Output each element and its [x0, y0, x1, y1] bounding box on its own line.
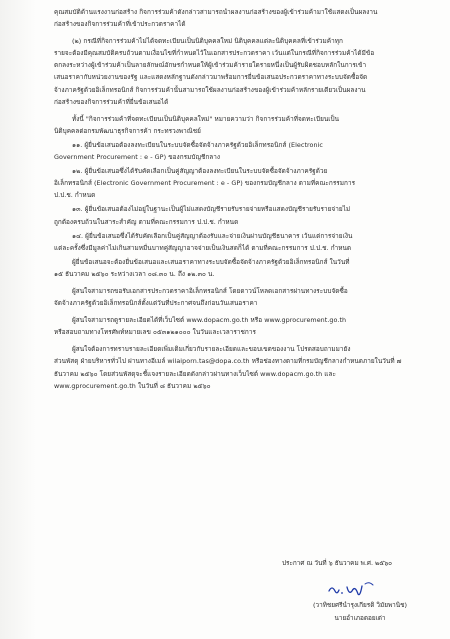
- signer-block: [300, 599, 420, 625]
- text-line: หรือสอบถามทางโทรศัพท์หมายเลข ๐๕๓๑๒๑๐๐๐ ในวันและเวลาราชการ: [54, 328, 256, 337]
- text-line: ๑๔. ผู้ยื่นข้อเสนอซึ่งได้รับคัดเลือกเป็นคู่สัญญาต้องรับและจ่ายเงินผ่านบัญชีธนาคาร เว้นแต่การจ่ายเงิน: [72, 231, 353, 240]
- paragraph: [54, 113, 430, 137]
- text-line: ๑๑. ผู้ยื่นข้อเสนอต้องลงทะเบียนในระบบจัดซื้อจัดจ้างภาครัฐด้วยอิเล็กทรอนิกส์ (Electronic: [72, 140, 323, 149]
- text-line: อิเล็กทรอนิกส์ (Electronic Government Procurement : e - GP) ของกรมบัญชีกลาง ตามที่คณะกรรมการ: [54, 179, 356, 188]
- text-line: ก่อสร้างของกิจการร่วมค้าที่ยื่นข้อเสนอได้: [54, 97, 169, 106]
- text-line: ส่วนพัสดุ ฝ่ายบริหารทั่วไป ผ่านทางอีเมล์ wilaiporn.tas@dopa.co.th หรือช่องทางตามที่กรมบัญชีกลางกำหนดภายในวันที่ ๗: [54, 357, 402, 366]
- paragraph: [54, 343, 430, 391]
- text-line: จัดจ้างภาครัฐด้วยอิเล็กทรอนิกส์ตั้งแต่วันที่ประกาศจนถึงก่อนวันเสนอราคา: [54, 299, 258, 308]
- text-line: ป.ป.ช. กำหนด: [54, 191, 96, 200]
- text-line: ก่อสร้างของกิจการร่วมค้าที่เข้าประกวดราคาได้: [54, 20, 186, 29]
- text-line: ธันวาคม ๒๕๖๐ โดยส่วนพัสดุจะชี้แจงรายละเอียดดังกล่าวผ่านทางเว็บไซต์ www.dopacm.go.th และ: [54, 369, 336, 378]
- text-line: ผู้สนใจสามารถขอรับเอกสารประกวดราคาอิเล็กทรอนิกส์ โดยดาวน์โหลดเอกสารผ่านทางระบบจัดซื้อ: [72, 286, 348, 295]
- text-line: ทั้งนี้ "กิจการร่วมค้าที่จดทะเบียนเป็นนิติบุคคลใหม่" หมายความว่า กิจการร่วมค้าที่จดทะเบียนเป็น: [72, 114, 340, 123]
- text-line: ถูกต้องครบถ้วนในสาระสำคัญ ตามที่คณะกรรมการ ป.ป.ช. กำหนด: [54, 217, 239, 226]
- paragraph: [54, 203, 430, 227]
- text-line: www.gprocurement.go.th ในวันที่ ๘ ธันวาคม ๒๕๖๐: [54, 381, 211, 390]
- text-line: รายจะต้องมีคุณสมบัติครบถ้วนตามเงื่อนไขที่กำหนดไว้ในเอกสารประกวดราคา เว้นแต่ในกรณีที่กิจการร่วมค้าได้มีข้อ: [54, 49, 375, 58]
- paragraph: [54, 35, 430, 108]
- paragraph: [54, 256, 430, 280]
- text-line: (๒) กรณีที่กิจการร่วมค้าไม่ได้จดทะเบียนเป็นนิติบุคคลใหม่ นิติบุคคลแต่ละนิติบุคคลที่เข้าร่วมค้าทุก: [72, 37, 343, 46]
- text-line: นิติบุคคลต่อกรมพัฒนาธุรกิจการค้า กระทรวงพาณิชย์: [54, 126, 201, 135]
- handwritten-signature: [325, 578, 385, 598]
- paragraph: [54, 285, 430, 309]
- signer-name: (วาทิชยศรีนำรุงเกียรติ วิมัยพานิช): [313, 601, 407, 609]
- text-line: จ้างภาครัฐด้วยอิเล็กทรอนิกส์ กิจการร่วมค้านั้นสามารถใช้ผลงานก่อสร้างของผู้เข้าร่วมค้าหลักรายเดียวเป็นผลงาน: [54, 85, 366, 94]
- signer-title: นายอำเภอดอยเต่า: [334, 614, 386, 622]
- announcement-date: ประกาศ ณ วันที่ ๖ ธันวาคม พ.ศ. ๒๕๖๐: [282, 559, 393, 567]
- paragraph: [54, 139, 430, 163]
- document-body: [54, 6, 430, 392]
- paragraph: [54, 165, 430, 201]
- text-line: ๑๓. ผู้ยื่นข้อเสนอต้องไม่อยู่ในฐานะเป็นผู้ไม่แสดงบัญชีรายรับรายจ่ายหรือแสดงบัญชีรายรับรายจ่ายไม่: [72, 205, 351, 214]
- text-line: ๑๕ ธันวาคม ๒๕๖๐ ระหว่างเวลา ๐๘.๓๐ น. ถึง ๑๒.๓๐ น.: [54, 269, 215, 278]
- paragraph: [54, 6, 430, 30]
- text-line: คุณสมบัติด้านแรงงานก่อสร้าง กิจการร่วมค้าดังกล่าวสามารถนำผลงานก่อสร้างของผู้เข้าร่วมค้ามาใช้แสดงเป็นผลงาน: [54, 8, 378, 16]
- text-line: ผู้สนใจต้องการทราบรายละเอียดเพิ่มเติมเกี่ยวกับรายละเอียดและขอบเขตของงาน โปรดสอบถามมายัง: [72, 345, 351, 354]
- text-line: ตกลงระหว่างผู้เข้าร่วมค้าเป็นลายลักษณ์อักษรกำหนดให้ผู้เข้าร่วมค้ารายใดรายหนึ่งเป็นผู้รับผิดชอบหลักในการเข้า: [54, 61, 367, 70]
- text-line: Government Procurement : e - GP) ของกรมบัญชีกลาง: [54, 153, 221, 162]
- paragraph: [54, 230, 430, 254]
- paragraph: [54, 314, 430, 338]
- text-line: แต่ละครั้งซึ่งมีมูลค่าไม่เกินสามหมื่นบาทคู่สัญญาอาจจ่ายเป็นเงินสดก็ได้ ตามที่คณะกรรมการ ป.ป.ช. กำหนด: [54, 243, 352, 252]
- text-line: ผู้สนใจสามารถดูรายละเอียดได้ที่เว็บไซต์ www.dopacm.go.th หรือ www.gprocurement.go.th: [72, 316, 347, 325]
- text-line: เสนอราคากับหน่วยงานของรัฐ และแสดงหลักฐานดังกล่าวมาพร้อมการยื่นข้อเสนอประกวดราคาทางระบบจัดซื้อจัด: [54, 73, 368, 82]
- text-line: ผู้ยื่นข้อเสนอจะต้องยื่นข้อเสนอและเสนอราคาทางระบบจัดซื้อจัดจ้างภาครัฐด้วยอิเล็กทรอนิกส์ ในวันที่: [72, 257, 350, 266]
- text-line: ๑๒. ผู้ยื่นข้อเสนอซึ่งได้รับคัดเลือกเป็นคู่สัญญาต้องลงทะเบียนในระบบจัดซื้อจัดจ้างภาครัฐด้วย: [72, 167, 328, 176]
